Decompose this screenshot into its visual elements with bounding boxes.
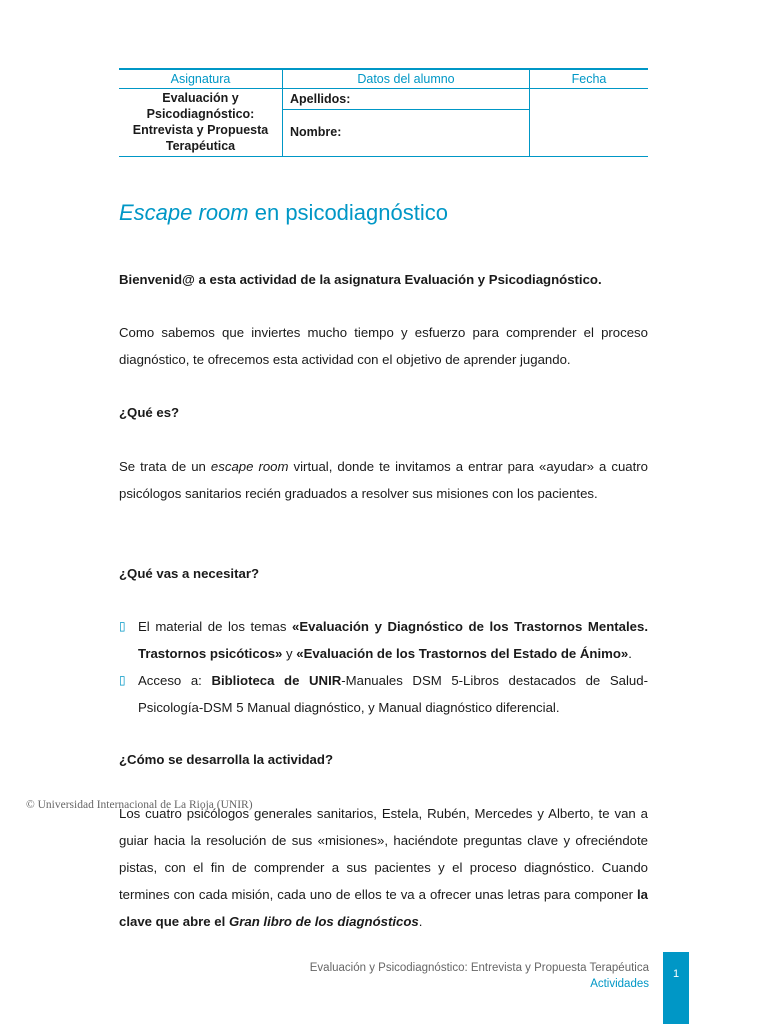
name-field[interactable]: Nombre: (283, 110, 530, 157)
text-span: virtual, donde te invitamos a entrar para «ayudar» a cuatro psicólogos sanitarios recién graduados a resolver sus misiones con los pacientes. (119, 459, 649, 501)
column-header-date: Fecha (530, 69, 649, 89)
list-item (119, 667, 648, 721)
column-header-subject: Asignatura (119, 69, 283, 89)
text-span-bold: «Evaluación y Diagnóstico de los Trastornos Mentales. Trastornos psicóticos» (138, 619, 648, 661)
title-italic: Escape room (119, 200, 249, 225)
list-item (119, 613, 648, 667)
library-link[interactable]: Biblioteca de UNIR (211, 673, 342, 688)
page-number: 1 (663, 952, 689, 1024)
bullet-icon: ▯ (119, 619, 126, 633)
text-span: Los cuatro psicólogos generales sanitarios, Estela, Rubén, Mercedes y Alberto, te van a guiar hacia la resolución de sus «misiones», haciéndote preguntas clave y ofreciéndote pistas, con el fin de comprender a sus pacientes y el proceso diagnóstico. Cuando termines con cada misión, cada uno de ellos te va a ofrecer unas letras para componer (119, 806, 648, 902)
text-span: El material de los temas (138, 619, 293, 634)
copyright-watermark: © Universidad Internacional de La Rioja (UNIR) (26, 799, 253, 811)
subject-value: Evaluación y Psicodiagnóstico: Entrevista y Propuesta Terapéutica (119, 89, 283, 157)
date-field[interactable] (530, 89, 649, 157)
paragraph-how (119, 800, 648, 935)
text-span-bold: «Evaluación de los Trastornos del Estado de Ánimo» (296, 646, 629, 661)
text-span-bold-italic: Gran libro de los diagnósticos (228, 914, 419, 929)
bullet-icon: ▯ (119, 673, 126, 687)
paragraph-what-is (119, 453, 648, 507)
title-rest: en psicodiagnóstico (248, 200, 448, 225)
footer-section-name: Actividades (590, 978, 649, 990)
text-span: Acceso a: (138, 673, 212, 688)
text-span-italic: escape room (210, 459, 289, 474)
surname-field[interactable]: Apellidos: (283, 89, 530, 110)
heading-need: ¿Qué vas a necesitar? (119, 566, 260, 581)
text-span: -Manuales DSM 5-Libros destacados de Salud-Psicología-DSM 5 Manual diagnóstico, y Manual diagnóstico diferencial. (138, 673, 648, 715)
text-span: . (418, 914, 423, 929)
text-span-bold: la clave que abre el (119, 887, 648, 929)
list-item-text (138, 613, 648, 667)
paragraph-purpose: Como sabemos que inviertes mucho tiempo y esfuerzo para comprender el proceso diagnóstico, te ofrecemos esta actividad con el objetivo de aprender jugando. (119, 325, 648, 367)
document-title (119, 200, 448, 226)
heading-what-is: ¿Qué es? (119, 405, 180, 420)
column-header-student: Datos del alumno (283, 69, 530, 89)
text-span: . (628, 646, 632, 661)
text-span: Se trata de un (119, 459, 211, 474)
header-table (119, 68, 648, 157)
text-span: y (282, 646, 297, 661)
intro-paragraph: Bienvenid@ a esta actividad de la asignatura Evaluación y Psicodiagnóstico. (119, 272, 602, 287)
list-item-text (138, 667, 648, 721)
footer-course-name: Evaluación y Psicodiagnóstico: Entrevista y Propuesta Terapéutica (309, 962, 649, 974)
heading-how: ¿Cómo se desarrolla la actividad? (119, 752, 334, 767)
